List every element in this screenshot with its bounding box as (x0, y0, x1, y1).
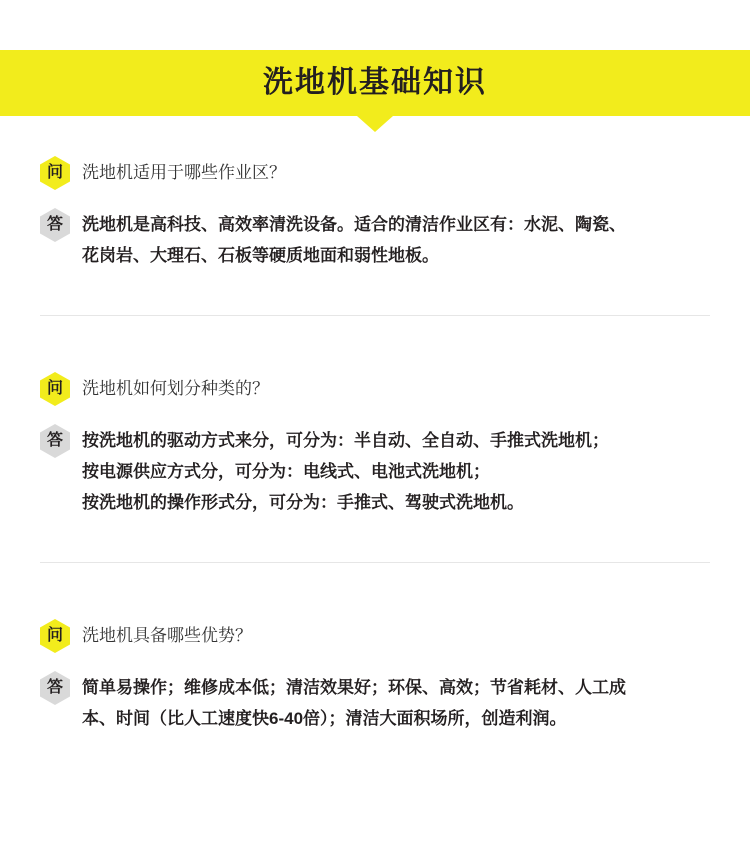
question-badge-label: 问 (46, 164, 63, 181)
qa-item (0, 619, 750, 734)
answer-line: 花岗岩、大理石、石板等硬质地面和弱性地板。 (82, 246, 439, 265)
answer-line: 本、时间（比人工速度快6-40倍）；清洁大面积场所，创造利润。 (82, 709, 567, 728)
header-banner (0, 0, 750, 120)
answer-line: 简单易操作；维修成本低；清洁效果好；环保、高效；节省耗材、人工成 (82, 678, 626, 697)
answer-row (40, 208, 710, 271)
question-row (40, 372, 710, 406)
answer-text (82, 671, 626, 734)
question-text: 洗地机如何划分种类的？ (82, 379, 269, 398)
answer-line: 按洗地机的操作形式分，可分为：手推式、驾驶式洗地机。 (82, 493, 524, 512)
page-title: 洗地机基础知识 (263, 66, 487, 99)
answer-badge-label: 答 (46, 216, 63, 233)
qa-item (0, 156, 750, 271)
block-spacer (0, 316, 750, 372)
answer-row (40, 424, 710, 518)
answer-badge-icon (40, 208, 70, 242)
answer-row (40, 671, 710, 734)
answer-line: 按电源供应方式分，可分为：电线式、电池式洗地机； (82, 462, 490, 481)
banner-notch-triangle (357, 116, 393, 132)
question-text: 洗地机适用于哪些作业区？ (82, 163, 286, 182)
question-badge-icon (40, 156, 70, 190)
question-badge-label: 问 (46, 380, 63, 397)
question-badge-icon (40, 372, 70, 406)
block-spacer (0, 271, 750, 315)
question-row (40, 619, 710, 653)
question-row (40, 156, 710, 190)
question-text: 洗地机具备哪些优势？ (82, 626, 252, 645)
block-spacer (0, 518, 750, 562)
answer-text (82, 208, 626, 271)
question-badge-label: 问 (46, 627, 63, 644)
answer-badge-icon (40, 671, 70, 705)
answer-badge-label: 答 (46, 679, 63, 696)
footer-spacer (0, 734, 750, 824)
answer-text (82, 424, 609, 518)
qa-item (0, 372, 750, 518)
block-spacer (0, 563, 750, 619)
answer-line: 按洗地机的驱动方式来分，可分为：半自动、全自动、手推式洗地机； (82, 431, 609, 450)
answer-line: 洗地机是高科技、高效率清洗设备。适合的清洁作业区有：水泥、陶瓷、 (82, 215, 626, 234)
answer-badge-label: 答 (46, 432, 63, 449)
answer-badge-icon (40, 424, 70, 458)
qa-list (0, 156, 750, 824)
question-badge-icon (40, 619, 70, 653)
